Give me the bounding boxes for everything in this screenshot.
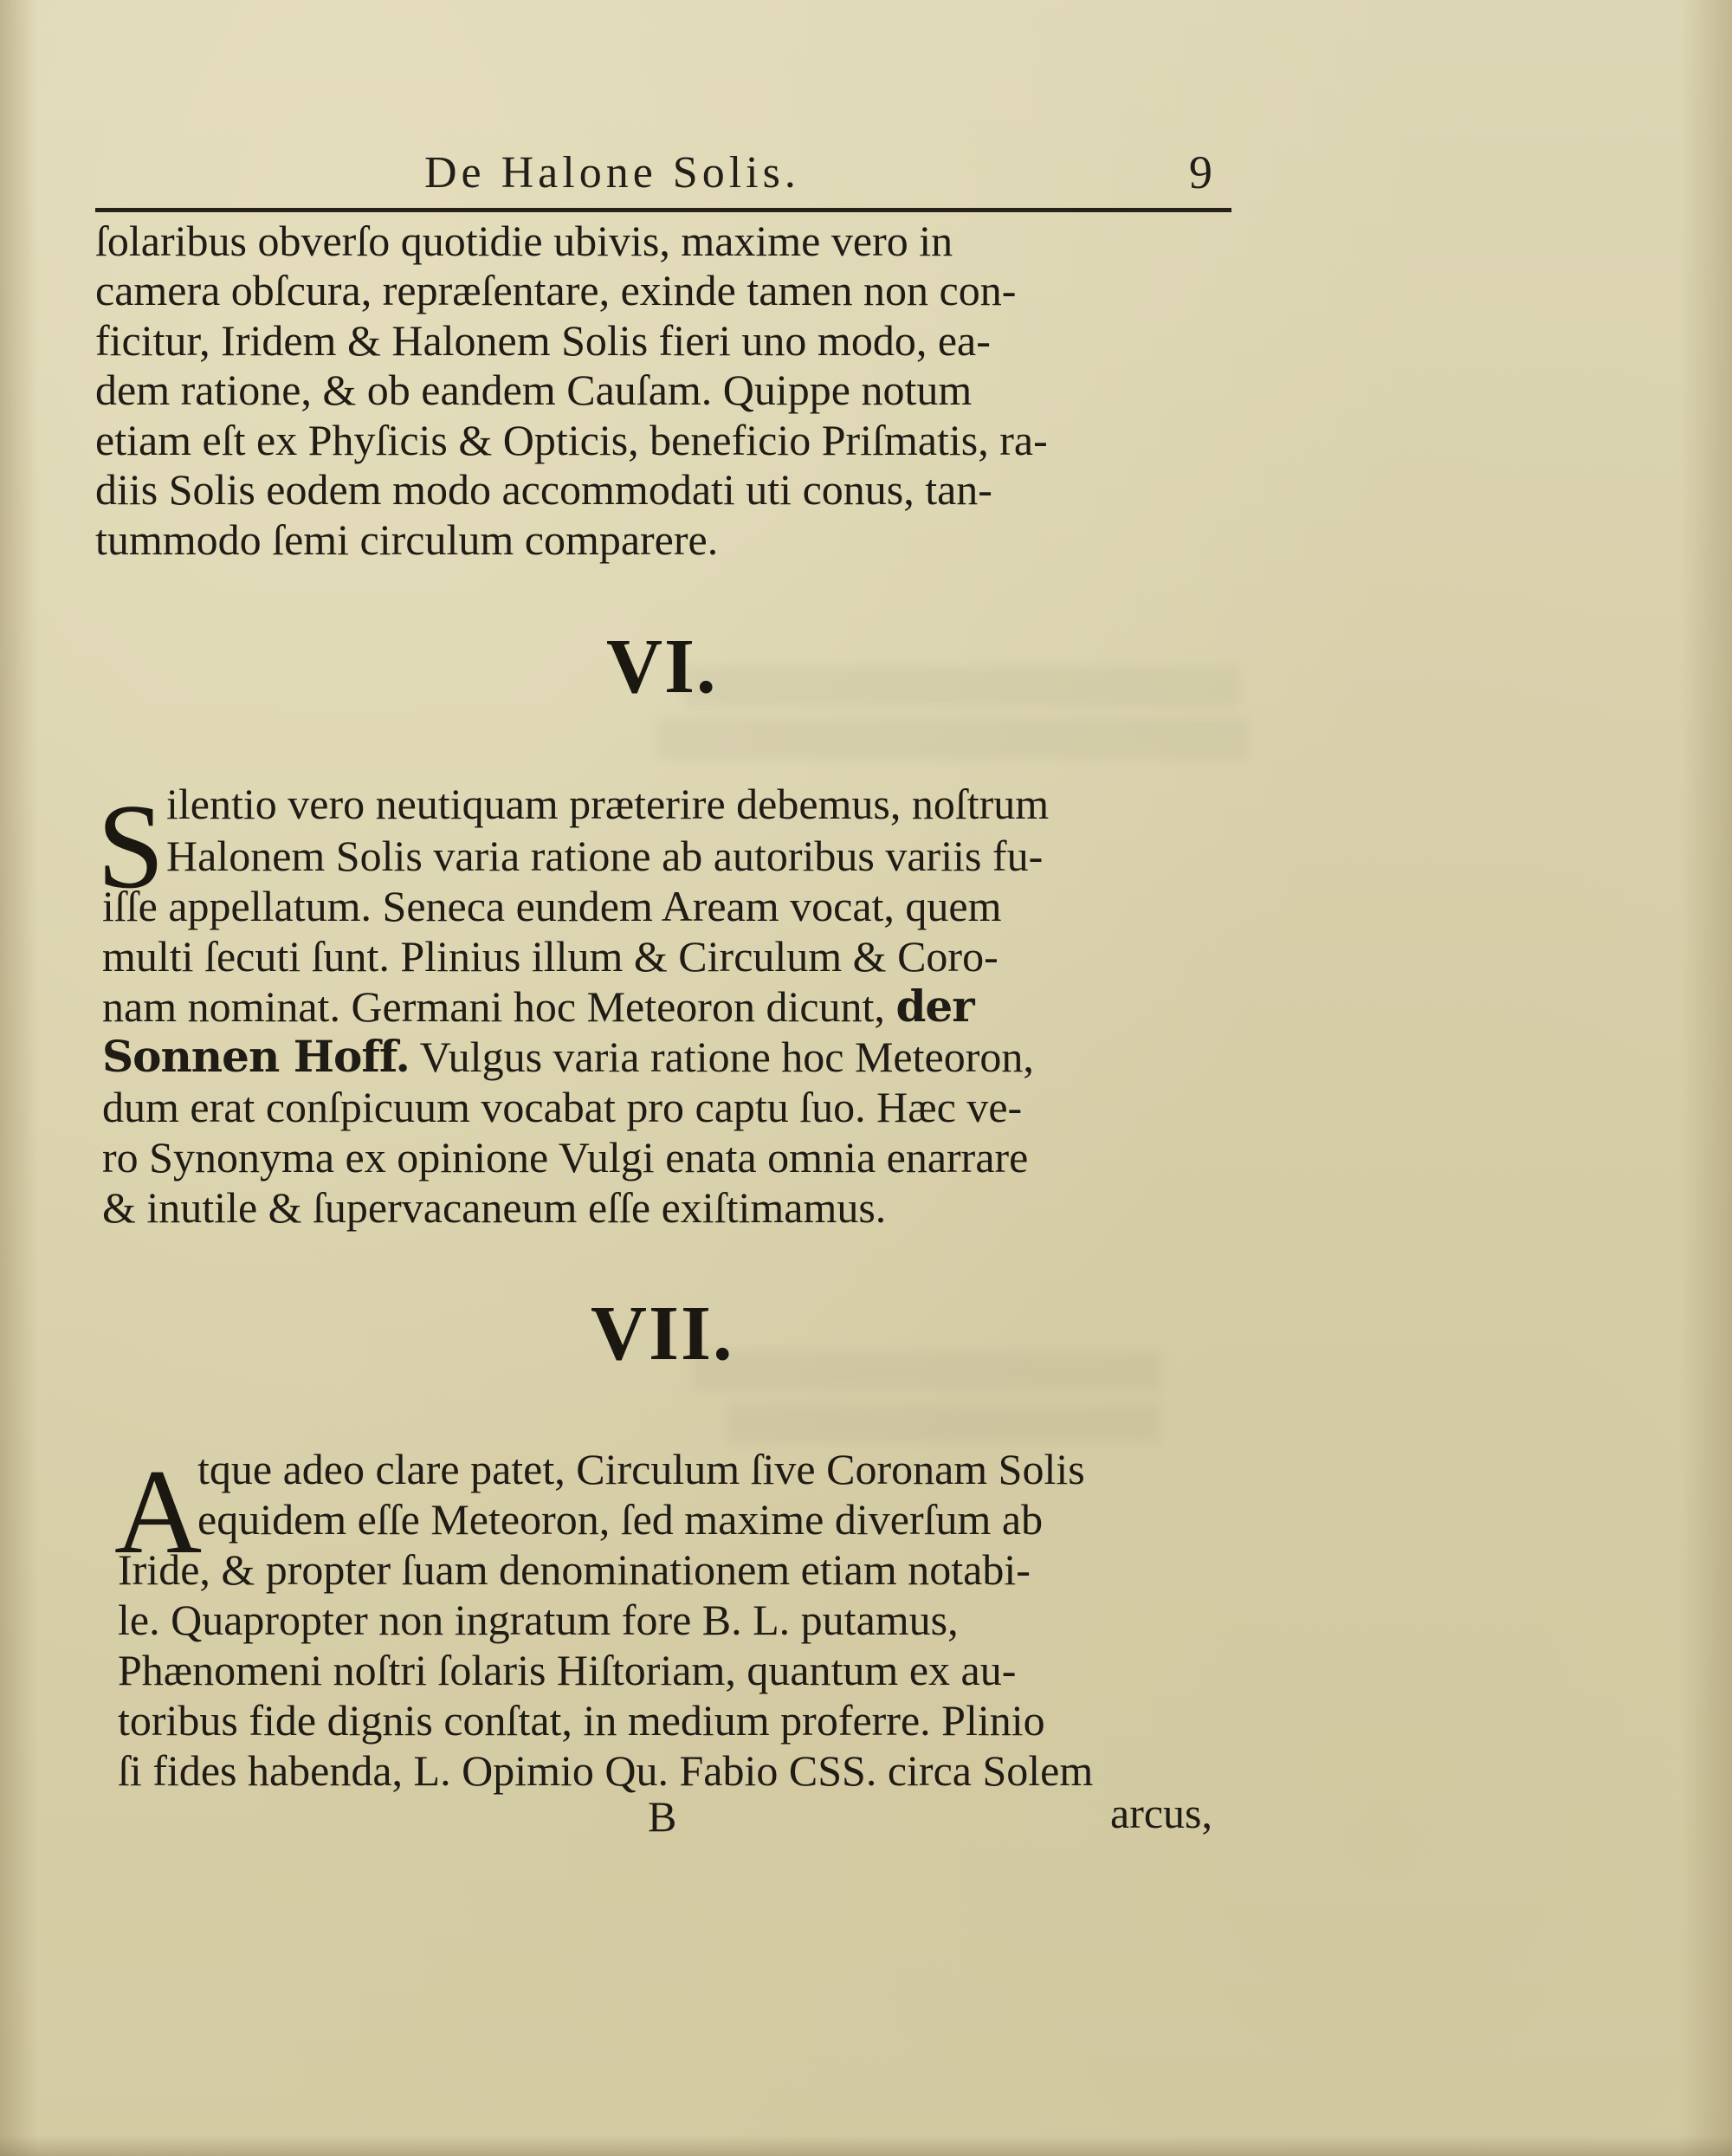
section-heading-vi: VI. xyxy=(606,624,718,709)
text-line: diis Solis eodem modo accommodati uti conus, tan- xyxy=(95,465,992,514)
show-through xyxy=(693,1351,1160,1391)
text-line: ſi fides habenda, L. Opimio Qu. Fabio CSS. circa Solem xyxy=(118,1746,1094,1795)
page-gutter-shadow xyxy=(0,0,38,2156)
header-rule xyxy=(95,208,1231,212)
page-bottom-shadow xyxy=(0,2135,1732,2156)
text-line: Iride, & propter ſuam denominationem etiam notabi- xyxy=(118,1545,1031,1594)
text-line xyxy=(102,1033,1034,1081)
text-line: iſſe appellatum. Seneca eundem Aream vocat, quem xyxy=(102,882,1002,930)
show-through xyxy=(727,1403,1160,1443)
text-line: & inutile & ſupervacaneum eſſe exiſtimamus. xyxy=(102,1183,887,1232)
text-line: ilentio vero neutiquam præterire debemus, noſtrum xyxy=(166,780,1050,828)
page-edge-shadow xyxy=(1680,0,1732,2156)
text-line: Phænomeni noſtri ſolaris Hiſtoriam, quantum ex au- xyxy=(118,1646,1017,1694)
running-title: De Halone Solis. xyxy=(424,148,800,197)
text-line: ro Synonyma ex opinione Vulgi enata omnia enarrare xyxy=(102,1133,1029,1182)
text-line: etiam eſt ex Phyſicis & Opticis, beneficio Priſmatis, ra- xyxy=(95,416,1048,464)
text-line: equidem eſſe Meteoron, ſed maxime diverſum ab xyxy=(197,1495,1044,1544)
running-header xyxy=(95,140,1230,201)
german-phrase: der xyxy=(895,981,974,1032)
text-line: tummodo ſemi circulum comparere. xyxy=(95,515,719,564)
text-line: Halonem Solis varia ratione ab autoribus variis fu- xyxy=(166,832,1044,880)
show-through xyxy=(684,667,1238,707)
catchword: arcus, xyxy=(1110,1789,1212,1837)
text-segment: Vulgus varia ratione hoc Meteoron, xyxy=(419,1033,1034,1081)
text-line: tque adeo clare patet, Circulum ſive Coronam Solis xyxy=(197,1445,1085,1493)
drop-cap-a: A xyxy=(114,1445,203,1579)
drop-cap-s: S xyxy=(97,780,165,914)
text-line: toribus fide dignis conſtat, in medium proferre. Plinio xyxy=(118,1696,1045,1745)
text-line xyxy=(102,982,974,1031)
text-line: dem ratione, & ob eandem Cauſam. Quippe notum xyxy=(95,366,973,414)
text-line: dum erat conſpicuum vocabat pro captu ſuo. Hæc ve- xyxy=(102,1083,1023,1131)
signature-mark: B xyxy=(648,1792,677,1841)
page-number: 9 xyxy=(1189,146,1212,198)
text-line: camera obſcura, repræſentare, exinde tamen non con- xyxy=(95,266,1017,314)
show-through xyxy=(658,719,1247,759)
text-line: multi ſecuti ſunt. Plinius illum & Circulum & Coro- xyxy=(102,932,998,981)
german-phrase: Sonnen Hoff. xyxy=(102,1031,410,1082)
section-heading-vii: VII. xyxy=(591,1291,734,1376)
text-segment: nam nominat. Germani hoc Meteoron dicunt, xyxy=(102,982,885,1031)
text-line: le. Quapropter non ingratum fore B. L. putamus, xyxy=(118,1596,959,1644)
text-line: ficitur, Iridem & Halonem Solis fieri uno modo, ea- xyxy=(95,316,991,365)
text-line: ſolaribus obverſo quotidie ubivis, maxime vero in xyxy=(95,217,953,265)
